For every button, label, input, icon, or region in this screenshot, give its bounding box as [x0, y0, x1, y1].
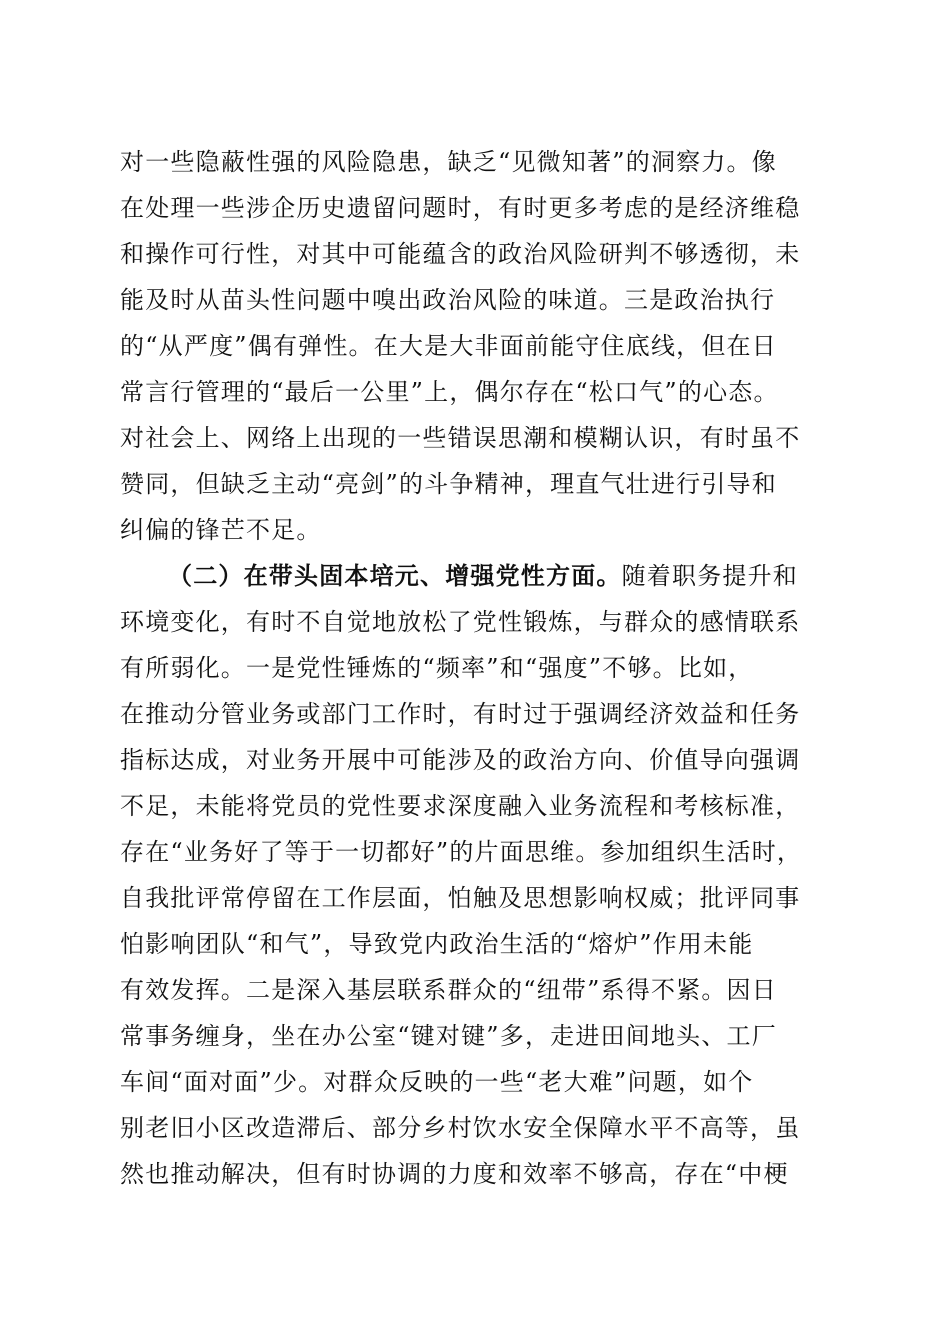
text-line: 有效发挥。二是深入基层联系群众的“纽带”系得不紧。因日 [120, 976, 777, 1004]
text-line: 和操作可行性，对其中可能蕴含的政治风险研判不够透彻，未 [120, 240, 801, 268]
text-line: 对一些隐蔽性强的风险隐患，缺乏“见微知著”的洞察力。像 [120, 148, 777, 176]
text-line: 常言行管理的“最后一公里”上，偶尔存在“松口气”的心态。 [120, 378, 779, 406]
text-line: 车间“面对面”少。对群众反映的一些“老大难”问题，如个 [120, 1068, 754, 1096]
text-line: 有所弱化。一是党性锤炼的“频率”和“强度”不够。比如， [120, 654, 754, 682]
text-line: 自我批评常停留在工作层面，怕触及思想影响权威；批评同事 [120, 884, 801, 912]
text-line: 环境变化，有时不自觉地放松了党性锻炼，与群众的感情联系 [120, 608, 801, 636]
text-line: 常事务缠身，坐在办公室“键对键”多，走进田间地头、工厂 [120, 1022, 777, 1050]
text-line: 能及时从苗头性问题中嗅出政治风险的味道。三是政治执行 [120, 286, 776, 314]
text-line: 的“从严度”偶有弹性。在大是大非面前能守住底线，但在日 [120, 332, 777, 360]
section-heading: （二）在带头固本培元、增强党性方面。 [168, 561, 622, 590]
text-line: 别老旧小区改造滞后、部分乡村饮水安全保障水平不高等，虽 [120, 1114, 801, 1142]
text-line: 怕影响团队“和气”，导致党内政治生活的“熔炉”作用未能 [120, 930, 754, 958]
section-heading-continuation: 随着职务提升和 [621, 562, 799, 590]
text-line: 在处理一些涉企历史遗留问题时，有时更多考虑的是经济维稳 [120, 194, 801, 222]
text-line: 纠偏的锋芒不足。 [120, 516, 322, 544]
text-line: 指标达成，对业务开展中可能涉及的政治方向、价值导向强调 [120, 746, 801, 774]
text-line: 不足，未能将党员的党性要求深度融入业务流程和考核标准， [120, 792, 801, 820]
section-heading-line [168, 556, 840, 596]
text-line: 存在“业务好了等于一切都好”的片面思维。参加组织生活时， [120, 838, 803, 866]
text-line: 对社会上、网络上出现的一些错误思潮和模糊认识，有时虽不 [120, 424, 801, 452]
text-line: 赞同，但缺乏主动“亮剑”的斗争精神，理直气壮进行引导和 [120, 470, 777, 498]
text-line: 在推动分管业务或部门工作时，有时过于强调经济效益和任务 [120, 700, 801, 728]
text-line: 然也推动解决，但有时协调的力度和效率不够高，存在“中梗 [120, 1160, 789, 1188]
